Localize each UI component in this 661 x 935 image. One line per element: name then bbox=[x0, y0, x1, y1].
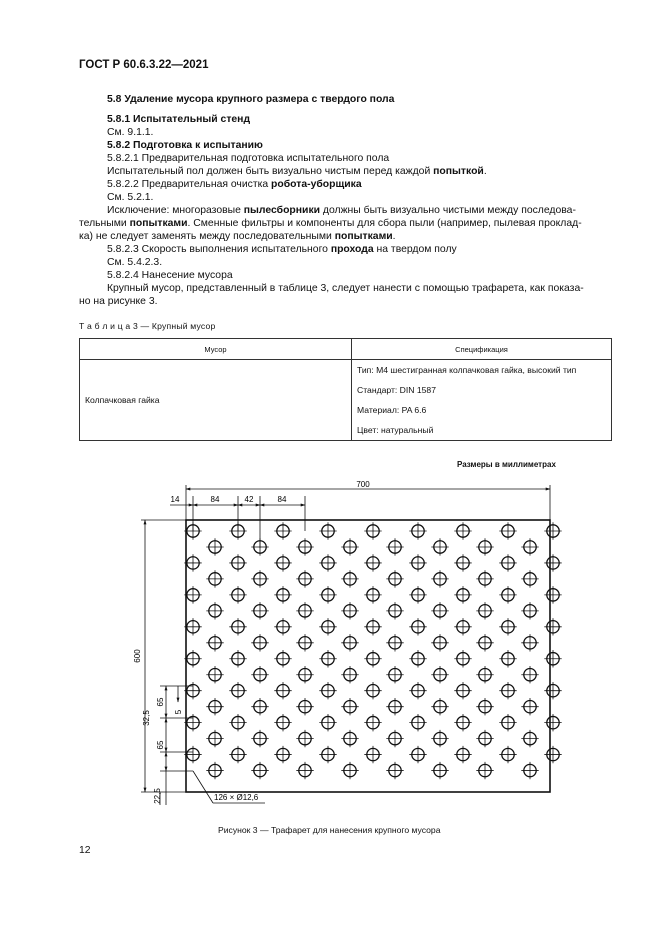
stencil-hole bbox=[319, 554, 336, 571]
dim-offset: 14 bbox=[170, 495, 180, 504]
dim-half-row: 32,5 bbox=[142, 710, 151, 726]
stencil-hole bbox=[476, 730, 493, 747]
stencil-hole bbox=[251, 666, 268, 683]
stencil-hole bbox=[386, 666, 403, 683]
stencil-hole bbox=[319, 522, 336, 539]
text-run: должны быть визуально чистыми между последова- bbox=[320, 205, 576, 216]
subsection-5-8-2-title: 5.8.2 Подготовка к испытанию bbox=[107, 140, 263, 151]
stencil-hole bbox=[409, 746, 426, 763]
stencil-hole bbox=[206, 570, 223, 587]
stencil-hole bbox=[544, 554, 561, 571]
stencil-hole bbox=[409, 714, 426, 731]
stencil-hole bbox=[409, 682, 426, 699]
clause-5-8-2-2-ref: См. 5.2.1. bbox=[107, 192, 154, 203]
stencil-hole bbox=[229, 554, 246, 571]
stencil-hole bbox=[251, 698, 268, 715]
stencil-hole bbox=[341, 570, 358, 587]
spec-line: Материал: PA 6.6 bbox=[357, 405, 427, 415]
clause-5-8-2-1: 5.8.2.1 Предварительная подготовка испытательного пола bbox=[107, 153, 390, 164]
stencil-hole bbox=[229, 714, 246, 731]
column-header-spec: Спецификация bbox=[352, 339, 612, 360]
stencil-hole bbox=[364, 618, 381, 635]
stencil-hole bbox=[229, 682, 246, 699]
stencil-hole bbox=[206, 634, 223, 651]
stencil-hole bbox=[386, 570, 403, 587]
stencil-hole bbox=[229, 746, 246, 763]
stencil-hole bbox=[521, 698, 538, 715]
text-run: ка) не следует заменять между последовательными bbox=[79, 231, 335, 242]
stencil-hole bbox=[521, 634, 538, 651]
spec-line: Стандарт: DIN 1587 bbox=[357, 385, 436, 395]
page-number: 12 bbox=[79, 845, 91, 856]
text-run: 5.8.2.2 Предварительная очистка bbox=[107, 179, 272, 190]
clause-5-8-2-4-text-2: но на рисунке 3. bbox=[79, 296, 158, 307]
stencil-hole bbox=[274, 554, 291, 571]
stencil-hole bbox=[319, 618, 336, 635]
stencil-hole bbox=[386, 730, 403, 747]
table-caption: Т а б л и ц а 3 — Крупный мусор bbox=[79, 321, 216, 331]
stencil-hole bbox=[251, 634, 268, 651]
stencil-hole bbox=[499, 746, 516, 763]
top-dimensions bbox=[170, 485, 550, 548]
dim-total-width: 700 bbox=[356, 480, 370, 489]
hole-grid bbox=[184, 522, 561, 779]
stencil-hole bbox=[274, 714, 291, 731]
dim-small-offset: 5 bbox=[174, 709, 183, 715]
stencil-hole bbox=[386, 634, 403, 651]
subsection-5-8-1-ref: См. 9.1.1. bbox=[107, 127, 154, 138]
units-note: Размеры в миллиметрах bbox=[457, 460, 556, 469]
text-run: . bbox=[392, 231, 396, 242]
stencil-hole bbox=[499, 522, 516, 539]
stencil-hole bbox=[454, 554, 471, 571]
stencil-hole bbox=[319, 746, 336, 763]
stencil-hole bbox=[431, 698, 448, 715]
stencil-hole bbox=[521, 570, 538, 587]
text-run: Испытательный пол должен быть визуально чистым перед каждой bbox=[107, 166, 434, 177]
stencil-hole bbox=[296, 634, 313, 651]
column-header-debris: Мусор bbox=[80, 339, 352, 360]
stencil-hole bbox=[274, 746, 291, 763]
stencil-hole bbox=[229, 618, 246, 635]
clause-5-8-2-4-text-1: Крупный мусор, представленный в таблице 3, следует нанести с помощью трафарета, как показа- bbox=[107, 283, 584, 294]
stencil-hole bbox=[184, 650, 201, 667]
stencil-hole bbox=[454, 618, 471, 635]
stencil-hole bbox=[476, 538, 493, 555]
stencil-hole bbox=[521, 602, 538, 619]
stencil-hole bbox=[409, 650, 426, 667]
stencil-hole bbox=[184, 714, 201, 731]
stencil-hole bbox=[499, 650, 516, 667]
stencil-hole bbox=[386, 698, 403, 715]
text-run: 5.8.2.3 Скорость выполнения испытательного bbox=[107, 244, 331, 255]
clause-5-8-2-3-ref: См. 5.4.2.3. bbox=[107, 257, 163, 268]
term-pass: прохода bbox=[330, 244, 374, 255]
subsection-5-8-1-title: 5.8.1 Испытательный стенд bbox=[107, 114, 251, 125]
stencil-hole bbox=[364, 586, 381, 603]
stencil-hole bbox=[319, 714, 336, 731]
stencil-hole bbox=[544, 714, 561, 731]
stencil-hole bbox=[364, 522, 381, 539]
stencil-hole bbox=[476, 698, 493, 715]
stencil-hole bbox=[184, 586, 201, 603]
term-attempts: попытками bbox=[334, 231, 393, 242]
dim-half-spacing: 42 bbox=[244, 495, 254, 504]
stencil-hole bbox=[544, 746, 561, 763]
stencil-hole bbox=[341, 698, 358, 715]
stencil-hole bbox=[386, 602, 403, 619]
stencil-hole bbox=[409, 586, 426, 603]
stencil-hole bbox=[499, 682, 516, 699]
term-attempt: попыткой bbox=[433, 166, 484, 177]
dim-total-height: 600 bbox=[133, 649, 142, 663]
stencil-hole bbox=[206, 602, 223, 619]
stencil-hole bbox=[476, 602, 493, 619]
stencil-hole bbox=[454, 682, 471, 699]
stencil-hole bbox=[544, 682, 561, 699]
text-run: . bbox=[483, 166, 487, 177]
stencil-hole bbox=[476, 666, 493, 683]
stencil-hole bbox=[454, 586, 471, 603]
stencil-hole bbox=[386, 538, 403, 555]
stencil-hole bbox=[431, 538, 448, 555]
dim-row-spacing: 65 bbox=[156, 740, 165, 750]
stencil-hole bbox=[184, 554, 201, 571]
stencil-hole bbox=[544, 586, 561, 603]
stencil-hole bbox=[364, 554, 381, 571]
stencil-hole bbox=[544, 522, 561, 539]
stencil-hole bbox=[521, 762, 538, 779]
stencil-hole bbox=[499, 554, 516, 571]
text-run: на твердом полу bbox=[373, 244, 457, 255]
stencil-hole bbox=[499, 586, 516, 603]
stencil-hole bbox=[409, 522, 426, 539]
clause-5-8-2-4: 5.8.2.4 Нанесение мусора bbox=[107, 270, 233, 281]
stencil-hole bbox=[476, 570, 493, 587]
stencil-hole bbox=[341, 538, 358, 555]
hole-callout: 126 × Ø12,6 bbox=[214, 793, 259, 802]
stencil-hole bbox=[476, 634, 493, 651]
stencil-hole bbox=[364, 682, 381, 699]
stencil-hole bbox=[521, 538, 538, 555]
stencil-hole bbox=[184, 746, 201, 763]
stencil-hole bbox=[431, 762, 448, 779]
stencil-hole bbox=[476, 762, 493, 779]
stencil-hole bbox=[296, 602, 313, 619]
stencil-hole bbox=[454, 522, 471, 539]
stencil-hole bbox=[341, 602, 358, 619]
stencil-hole bbox=[499, 714, 516, 731]
stencil-hole bbox=[206, 730, 223, 747]
text-run: Исключение: многоразовые bbox=[107, 205, 244, 216]
document-id: ГОСТ Р 60.6.3.22—2021 bbox=[79, 59, 209, 71]
stencil-hole bbox=[296, 538, 313, 555]
stencil-hole bbox=[319, 586, 336, 603]
stencil-hole bbox=[341, 762, 358, 779]
spec-line: Цвет: натуральный bbox=[357, 425, 434, 435]
stencil-hole bbox=[229, 586, 246, 603]
stencil-hole bbox=[184, 682, 201, 699]
stencil-hole bbox=[206, 698, 223, 715]
stencil-hole bbox=[184, 618, 201, 635]
dim-spacing: 84 bbox=[210, 495, 220, 504]
stencil-hole bbox=[229, 650, 246, 667]
stencil-hole bbox=[296, 666, 313, 683]
stencil-hole bbox=[409, 554, 426, 571]
stencil-hole bbox=[274, 522, 291, 539]
text-run: . Сменные фильтры и компоненты для сбора пыли (например, пылевая проклад- bbox=[187, 218, 582, 229]
stencil-hole bbox=[206, 762, 223, 779]
spec-line: Тип: М4 шестигранная колпачковая гайка, высокий тип bbox=[357, 365, 577, 375]
stencil-hole bbox=[431, 730, 448, 747]
section-heading: 5.8 Удаление мусора крупного размера с твердого пола bbox=[107, 94, 395, 105]
stencil-hole bbox=[431, 602, 448, 619]
stencil-hole bbox=[296, 698, 313, 715]
stencil-hole bbox=[364, 650, 381, 667]
stencil-hole bbox=[521, 730, 538, 747]
term-robot-cleaner: робота-уборщика bbox=[271, 179, 362, 190]
stencil-hole bbox=[341, 666, 358, 683]
stencil-hole bbox=[544, 650, 561, 667]
stencil-hole bbox=[251, 602, 268, 619]
stencil-hole bbox=[296, 762, 313, 779]
stencil-hole bbox=[274, 650, 291, 667]
dim-row-spacing: 65 bbox=[156, 697, 165, 707]
dim-bottom-offset: 22,5 bbox=[153, 788, 162, 804]
stencil-hole bbox=[364, 714, 381, 731]
stencil-hole bbox=[454, 650, 471, 667]
stencil-hole bbox=[296, 570, 313, 587]
stencil-hole bbox=[251, 570, 268, 587]
term-dust-collectors: пылесборники bbox=[243, 205, 321, 216]
dim-spacing: 84 bbox=[277, 495, 287, 504]
term-attempts: попытками bbox=[129, 218, 188, 229]
stencil-hole bbox=[521, 666, 538, 683]
stencil-hole bbox=[454, 714, 471, 731]
stencil-hole bbox=[431, 666, 448, 683]
debris-name-cell: Колпачковая гайка bbox=[80, 360, 352, 441]
stencil-hole bbox=[499, 618, 516, 635]
stencil-hole bbox=[409, 618, 426, 635]
stencil-hole bbox=[341, 634, 358, 651]
stencil-hole bbox=[319, 650, 336, 667]
stencil-hole bbox=[544, 618, 561, 635]
text-run: тельными bbox=[79, 218, 130, 229]
stencil-hole bbox=[274, 682, 291, 699]
stencil-hole bbox=[431, 634, 448, 651]
figure-caption: Рисунок 3 — Трафарет для нанесения крупного мусора bbox=[218, 825, 441, 835]
stencil-hole bbox=[206, 538, 223, 555]
stencil-hole bbox=[296, 730, 313, 747]
stencil-hole bbox=[274, 586, 291, 603]
stencil-hole bbox=[206, 666, 223, 683]
stencil-hole bbox=[251, 762, 268, 779]
stencil-hole bbox=[454, 746, 471, 763]
stencil-hole bbox=[431, 570, 448, 587]
stencil-hole bbox=[364, 746, 381, 763]
stencil-hole bbox=[274, 618, 291, 635]
stencil-hole bbox=[319, 682, 336, 699]
stencil-hole bbox=[341, 730, 358, 747]
stencil-hole bbox=[251, 730, 268, 747]
stencil-hole bbox=[386, 762, 403, 779]
